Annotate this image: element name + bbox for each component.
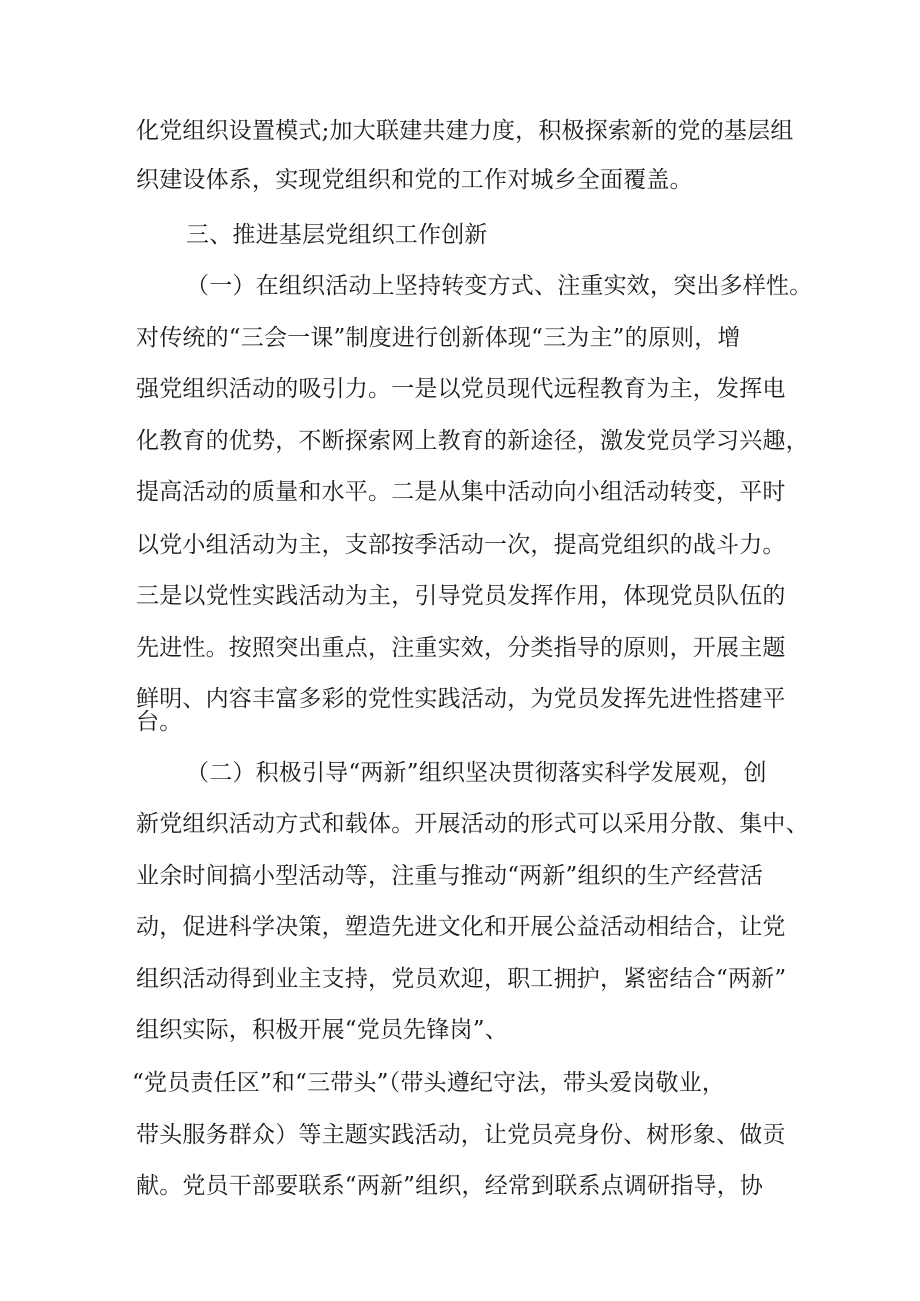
text-line: 以党小组活动为主，支部按季活动一次，提高党组织的战斗力。 — [136, 532, 786, 558]
text-line: 三是以党性实践活动为主，引导党员发挥作用，体现党员队伍的 — [136, 583, 786, 609]
text-line: 台。 — [136, 709, 183, 735]
text-line: 组织实际，积极开展“党员先锋岗”、 — [136, 1017, 508, 1043]
section-heading: 三、推进基层党组织工作创新 — [186, 222, 488, 248]
paragraph-start: （一）在组织活动上坚持转变方式、注重实效，突出多样性。 — [186, 273, 813, 299]
text-line: 先进性。按照突出重点，注重实效，分类指导的原则，开展主题 — [136, 635, 786, 661]
text-line: 织建设体系，实现党组织和党的工作对城乡全面覆盖。 — [136, 167, 693, 193]
text-line: 化党组织设置模式;加大联建共建力度，积极探索新的党的基层组 — [136, 118, 794, 144]
text-line: 动，促进科学决策，塑造先进文化和开展公益活动相结合，让党 — [136, 914, 786, 940]
text-line: 组织活动得到业主支持，党员欢迎，职工拥护，紧密结合“两新” — [136, 966, 787, 992]
text-line: “党员责任区”和“三带头”（带头遵纪守法，带头爱岗敬业， — [132, 1070, 726, 1096]
text-line: 献。党员干部要联系“两新”组织，经常到联系点调研指导，协 — [136, 1173, 764, 1199]
text-line: 带头服务群众）等主题实践活动，让党员亮身份、树形象、做贡 — [136, 1122, 786, 1148]
text-line: 强党组织活动的吸引力。一是以党员现代远程教育为主，发挥电 — [136, 376, 786, 402]
text-line: 提高活动的质量和水平。二是从集中活动向小组活动转变，平时 — [136, 479, 786, 505]
text-line: 业余时间搞小型活动等，注重与推动“两新”组织的生产经营活 — [136, 863, 764, 889]
text-line: 鲜明、内容丰富多彩的党性实践活动，为党员发挥先进性搭建平 — [136, 686, 786, 712]
text-line: 化教育的优势，不断探索网上教育的新途径，激发党员学习兴趣， — [136, 428, 809, 454]
text-line: 新党组织活动方式和载体。开展活动的形式可以采用分散、集中、 — [136, 811, 809, 837]
paragraph-start: （二）积极引导“两新”组织坚决贯彻落实科学发展观，创 — [186, 760, 767, 786]
text-line: 对传统的“三会一课”制度进行创新体现“三为主”的原则，增 — [136, 325, 741, 351]
